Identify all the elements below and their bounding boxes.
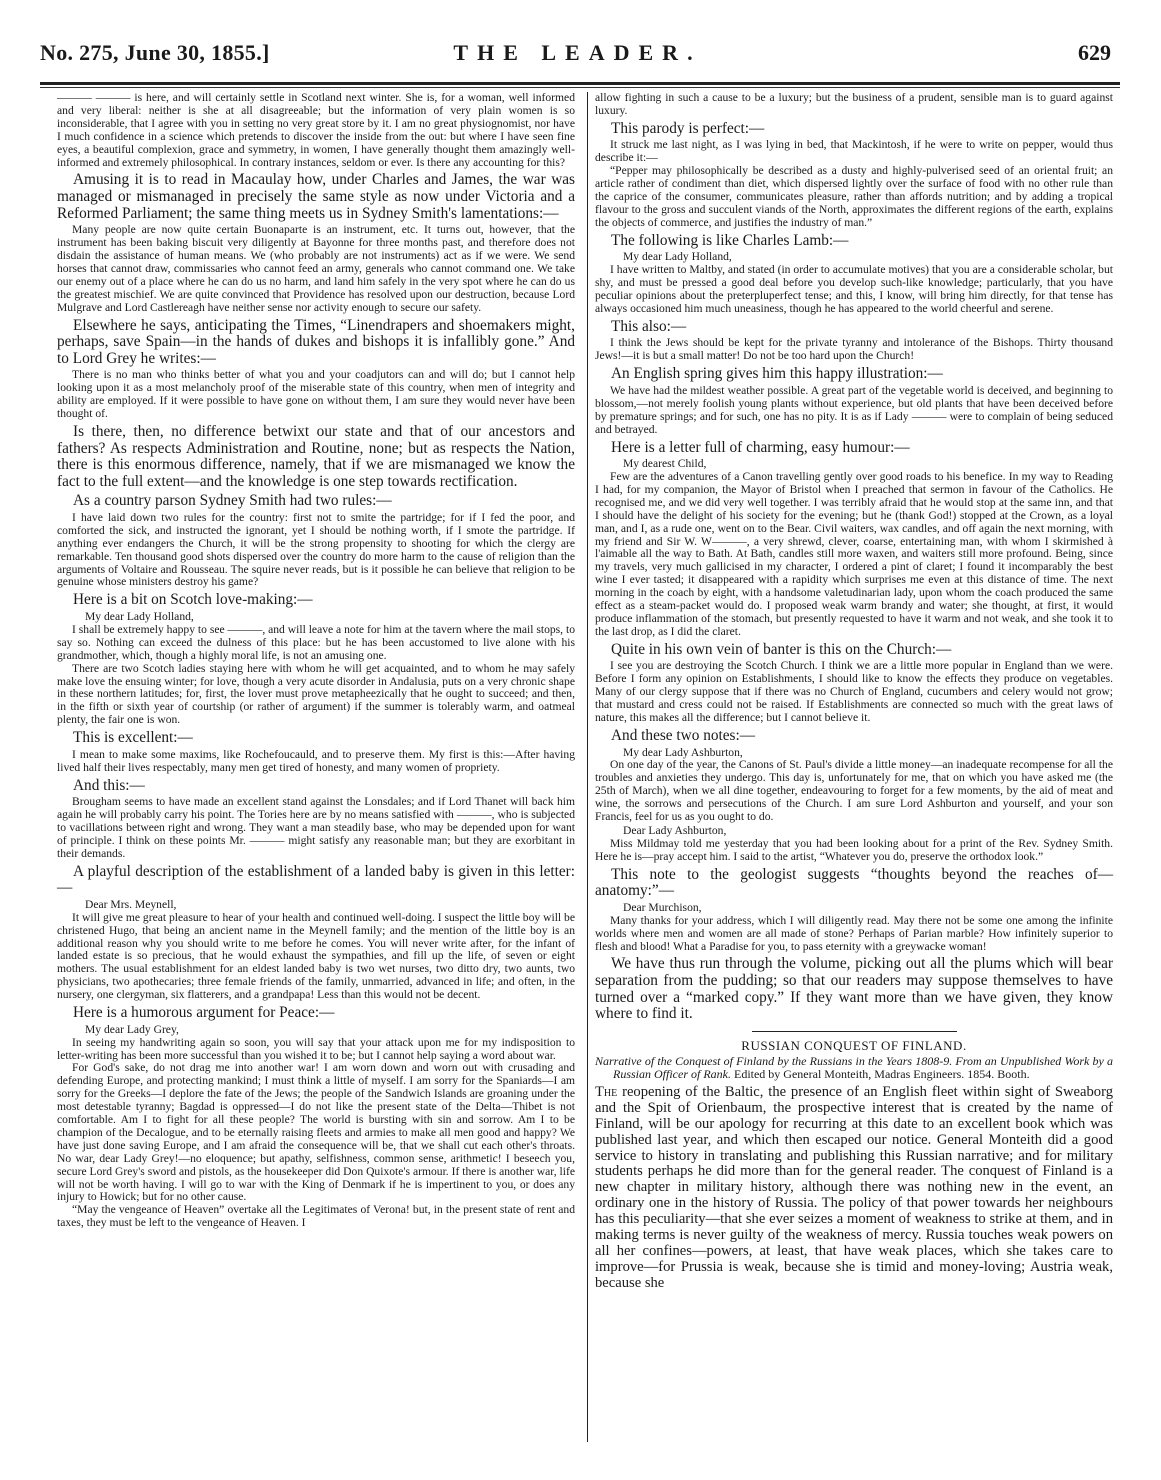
section-divider-rule [752, 1031, 957, 1032]
letter-salutation: My dear Lady Holland, [623, 250, 732, 264]
review-body [595, 1085, 1113, 1292]
newspaper-title: THE LEADER. [453, 40, 702, 65]
letter-salutation: My dear Lady Grey, [85, 1022, 179, 1036]
quoted-paragraph: Brougham seems to have made an excellent stand against the Lonsdales; and if Lord Thanet will back him again he will probably carry his point. The Tories here are by no means satisfied with ———, who is subjected to vacillations between right and wrong. They want a man steadily base, who may be depended upon for want of principle. I think on these points Mr. ——— might satisfy any reasonable man; but they are exorbitant in their demands. [57, 795, 575, 860]
editorial-paragraph: This note to the geologist suggests “thoughts beyond the reaches of—anatomy:”— [595, 865, 1113, 900]
letter-salutation: My dearest Child, [623, 457, 707, 471]
quoted-paragraph: allow fighting in such a cause to be a luxury; but the business of a prudent, sensible man is to guard against luxury. [595, 91, 1113, 117]
page-number: 629 [1078, 40, 1111, 65]
editorial-paragraph: Here is a bit on Scotch love-making:— [73, 591, 313, 609]
masthead-rule [40, 82, 1120, 85]
quoted-paragraph: I have written to Maltby, and stated (in order to accumulate motives) that you are a considerable scholar, but shy, and must be pressed a good deal before you develop such-like knowledge; particularly, that you have peculiar opinions about the preterpluperfect tense; and this, I know, will bring him directly, for that tense has always occasioned him much uneasiness, though he has appeared to the world cheerful and serene. [595, 263, 1113, 315]
quoted-paragraph: It will give me great pleasure to hear of your health and continued well-doing. I suspect the little boy will be christened Hugo, that being an ancient name in the Meynell family; and the mention of the little boy is an additional reason why you should write to me before he comes. You will never write after, for the infant of landed estate is so precious, that he would exhaust the sympathies, and fill up the life, of seven or eight mothers. The usual establishment for an eldest landed baby is two wet nurses, two ditto dry, two aunts, two physicians, two apothecaries; three female friends of the family, unmarried, advanced in life; and often, in the nursery, one clergyman, six flatterers, and a grandpapa! Less than this would not be decent. [57, 910, 575, 1002]
letter-salutation: My dear Lady Holland, [85, 609, 194, 623]
book-title: Narrative of the Conquest of Finland by the Russians in the Years 1808-9. From an Unpublished Work by a Russian Officer of Rank. [595, 1053, 1113, 1082]
masthead-rule-thin [40, 87, 1120, 88]
book-publisher: Booth. [997, 1067, 1030, 1082]
editorial-paragraph: Here is a humorous argument for Peace:— [73, 1004, 335, 1022]
quoted-paragraph: I mean to make some maxims, like Rochefoucauld, and to preserve them. My first is this:—After having lived half their lives respectably, many men get tired of honesty, and many women of propriety. [57, 747, 575, 774]
editorial-paragraph: As a country parson Sydney Smith had two rules:— [73, 492, 392, 510]
editorial-paragraph: We have thus run through the volume, picking out all the plums which will bear separation from the pudding; so that our readers may suppose themselves to have turned over a “marked copy.” If they want more than we have given, they know where to find it. [595, 955, 1113, 1023]
quoted-paragraph: It struck me last night, as I was lying in bed, that Mackintosh, if he were to write on pepper, would thus describe it:— [595, 138, 1113, 165]
editorial-paragraph: Quite in his own vein of banter is this on the Church:— [611, 640, 952, 658]
editorial-paragraph: An English spring gives him this happy illustration:— [611, 365, 943, 383]
quoted-paragraph: There is no man who thinks better of what you and your coadjutors can and will do; but I cannot help looking upon it as a most melancholy proof of the miserable state of this country, when men of integrity and ability are employed. If it were possible to have gone on without them, I am sure they would never have been thought of. [57, 368, 575, 421]
editorial-paragraph: Here is a letter full of charming, easy humour:— [611, 438, 910, 456]
quoted-paragraph: In seeing my handwriting again so soon, you will say that your attack upon me for my indisposition to letter-writing has been more successful than you wished it to be; but I cannot help saying a word about war. [57, 1035, 575, 1062]
editorial-paragraph: A playful description of the establishment of a landed baby is given in this letter:— [57, 862, 575, 897]
editorial-paragraph: The following is like Charles Lamb:— [611, 231, 849, 249]
masthead [40, 40, 1115, 70]
letter-salutation: Dear Mrs. Meynell, [85, 897, 177, 911]
book-editor: Edited by General Monteith, Madras Engineers. 1854. [733, 1067, 995, 1082]
editorial-paragraph: This also:— [611, 317, 687, 335]
editorial-paragraph: And these two notes:— [611, 726, 756, 744]
quoted-paragraph: “Pepper may philosophically be described as a dusty and highly-pulverised seed of an oriental fruit; an article rather of condiment than diet, which dispersed lightly over the surface of food with no other rule than the caprice of the consumer, communicates pleasure, rather than affords nutrition; and by adding a tropical flavour to the gross and succulent viands of the North, approximates the different regions of the earth, explains the objects of commerce, and justifies the industry of man.” [595, 164, 1113, 229]
quoted-paragraph: Few are the adventures of a Canon travelling gently over good roads to his benefice. In my way to Reading I had, for my companion, the Mayor of Bristol when I preached that sermon in favour of the Catholics. He recognised me, and we did very well together. I was terribly afraid that he would stop at the same inn, and that I should have the delight of his society for the evening; but he (thank God!) stopped at the Crown, as a loyal man, and I, as a rude one, went on to the Bear. Civil waiters, wax candles, and off again the next morning, with my friend and Sir W. W———, a very shrewd, clever, coarse, entertaining man, with whom I skirmished à l'aimable all the way to Bath. At Bath, candles still more waxen, and waiters still more profound. Being, since my travels, very much gallicised in my character, I ordered a pint of claret; I found it incomparably the best wine I ever tasted; it disappeared with a rapidity which surprises me even at this distance of time. The next morning in the coach by eight, with a handsome valetudinarian lady, upon whom the coach produced the same effect as a steam-packet would do. I proposed weak warm brandy and water; she thought, at first, it would produce inflammation of the stomach, but presently requested to have it warm and not weak, and she took it to the last drop, as I did the claret. [595, 470, 1113, 638]
review-text: reopening of the Baltic, the presence of an English fleet within sight of Sweaborg and the Spit of Orienbaum, the prospective interest that is created by the name of Finland, will be our apology for recurring at this date to an excellent book which was published last year, and which then escaped our notice. General Monteith did a good service to history in translating and publishing this Russian narrative; and for military students perhaps he did more than for the general reader. The conquest of Finland is a new chapter in military history, although there was nothing new in the event, an ordinary one in the history of Russia. The policy of that power towards her neighbours has this peculiarity—that she ever seizes a moment of weakness to strike at them, and in making terms is never guilty of the weakness of mercy. Russia touches weak powers on all her confines—powers, at least, that have weak places, which she takes care to improve—for Prussia is weak, because she is timid and money-loving; Austria weak, because she [595, 1083, 1113, 1291]
right-column [595, 92, 1113, 1292]
quoted-paragraph: We have had the mildest weather possible. A great part of the vegetable world is deceived, and beginning to blossom,—not merely foolish young plants without experience, but old plants that have been deceived before by premature springs; and for such, one has no pity. It is as if Lady ——— were to complain of being seduced and betrayed. [595, 383, 1113, 436]
quoted-paragraph: “May the vengeance of Heaven” overtake all the Legitimates of Verona! but, in the present state of rent and taxes, they must be left to the vengeance of Heaven. I [57, 1203, 575, 1230]
quoted-paragraph: Many people are now quite certain Buonaparte is an instrument, etc. It turns out, however, that the instrument has been baking biscuit very diligently at Bayonne for three months past, and therefore does not disdain the assistance of human means. We (who probably are not instruments) act as if we were. We send horses that cannot draw, commissaries who cannot feed an army, generals who cannot command one. We take our enemy out of a place where he can do us no harm, and land him safely in the very spot where he can do us the greatest mischief. We are quite convinced that Providence has resolved upon our destruction, because Lord Mulgrave and Lord Castlereagh have neither sense nor activity enough to secure our safety. [57, 223, 575, 314]
quoted-paragraph: There are two Scotch ladies staying here with whom he will get acquainted, and to whom he may safely make love the ensuing winter; for love, though a very acute disorder in Andalusia, puts on a very chronic shape in these northern latitudes; for, first, the lover must prove metapheezically that he ought to succeed; and then, in the fifth or sixth year of courtship (or rather of argument) if the summer is tolerably warm, and oatmeal plenty, the fair one is won. [57, 661, 575, 727]
issue-date: No. 275, June 30, 1855.] [40, 40, 270, 65]
review-drop-word: The [595, 1083, 618, 1100]
editorial-paragraph: This parody is perfect:— [611, 119, 765, 137]
quoted-paragraph: I have laid down two rules for the country: first not to smite the partridge; for if I fed the poor, and comforted the sick, and instructed the ignorant, yet I should be nothing worth, if I smote the partridge. If anything ever endangers the Church, it will be the strong propensity to shooting for which the clergy are remarkable. Ten thousand good shots dispersed over the country do more harm to the cause of religion than the arguments of Voltaire and Rousseau. The squire never reads, but is it possible he can believe that religion to be genuine whose ministers destroy his game? [57, 510, 575, 589]
section-title: RUSSIAN CONQUEST OF FINLAND. [741, 1037, 967, 1053]
quoted-paragraph: On one day of the year, the Canons of St. Paul's divide a little money—an inadequate recompense for all the troubles and anxieties they undergo. This day is, unfortunately for me, that on which you have asked me (the 25th of March), when we all dine together, endeavouring to forget for a few moments, by the aid of meat and wine, the sorrows and persecutions of the Church. I am sure Lord Ashburton and yourself, and your son Francis, feel for us as you ought to do. [595, 758, 1113, 824]
quoted-paragraph: Many thanks for your address, which I will diligently read. May there not be some one among the infinite worlds where men and women are all made of stone? Perhaps of Parian marble? How infinitely superior to flesh and blood! What a Paradise for you, to pass eternity with a greywacke woman! [595, 913, 1113, 953]
quoted-paragraph: ——— ——— is here, and will certainly settle in Scotland next winter. She is, for a woman, well informed and very liberal: neither is she at all disagreeable; but the information of very plain women is so inconsiderable, that I agree with you in setting no very great store by it. I am no great physiognomist, nor have I much confidence in a science which pretends to discover the inside from the out: but where I have seen fine eyes, a beautiful complexion, grace and symmetry, in women, I have generally thought them amazingly well-informed and extremely philosophical. In contrary instances, seldom or ever. Is there any accounting for this? [57, 91, 575, 169]
left-column [57, 92, 575, 1230]
column-divider [587, 92, 588, 1442]
letter-salutation: Dear Lady Ashburton, [623, 823, 727, 837]
quoted-paragraph: For God's sake, do not drag me into another war! I am worn down and worn out with crusading and defending Europe, and protecting mankind; I must think a little of myself. I am sorry for the Spaniards—I am sorry for the Greeks—I deplore the fate of the Jews; the people of the Sandwich Islands are groaning under the most detestable tyranny; Bagdad is oppressed—I do not like the present state of the Delta—Thibet is not comfortable. Am I to fight for all these people? The world is bursting with sin and sorrow. Am I to be champion of the Decalogue, and to be eternally raising fleets and armies to make all men good and happy? We have just done saving Europe, and I am afraid the consequence will be, that we shall cut each other's throats. No war, dear Lady Grey!—no eloquence; but apathy, selfishness, common sense, arithmetic! I beseech you, secure Lord Grey's sword and pistols, as the housekeeper did Don Quixote's armour. If there is another war, life will not be worth having. I will go to war with the King of Denmark if he is impertinent to you, or does any injury to Howick; but for no other cause. [57, 1061, 575, 1204]
book-citation [595, 1055, 1113, 1082]
quoted-paragraph: I shall be extremely happy to see ———, and will leave a note for him at the tavern where the mail stops, to say so. Nothing can exceed the dulness of this place: but he has been accustomed to live alone with his grandmother, which, though a highly moral life, is not an amusing one. [57, 622, 575, 662]
editorial-paragraph: Elsewhere he says, anticipating the Times, “Linendrapers and shoemakers might, perhaps, save Spain—in the hands of dukes and bishops it is infallibly gone.” And to Lord Grey he writes:— [57, 316, 575, 367]
quoted-paragraph: Miss Mildmay told me yesterday that you had been looking about for a print of the Rev. Sydney Smith. Here he is—pray accept him. I said to the artist, “Whatever you do, preserve the orthodox look.” [595, 836, 1113, 863]
right-column-paragraphs [595, 92, 1113, 1023]
editorial-paragraph: Amusing it is to read in Macaulay how, under Charles and James, the war was managed or mismanaged in precisely the same style as now under Victoria and a Reformed Parliament; the same thing meets us in Sydney Smith's lamentations:— [57, 171, 575, 222]
editorial-paragraph: Is there, then, no difference betwixt our state and that of our ancestors and fathers? As respects Administration and Routine, none; but as respects the Nation, there is this enormous difference, namely, that if we are mismanaged we know the fact to the full extent—and the knowledge is one step towards rectification. [57, 422, 575, 490]
letter-salutation: My dear Lady Ashburton, [623, 745, 743, 759]
letter-salutation: Dear Murchison, [623, 900, 702, 914]
editorial-paragraph: And this:— [73, 776, 145, 794]
editorial-paragraph: This is excellent:— [73, 729, 193, 747]
quoted-paragraph: I see you are destroying the Scotch Church. I think we are a little more popular in England than we were. Before I form any opinion on Establishments, I should like to know the effects they produce on vegetables. Many of our clergy suppose that if there was no Church of England, cucumbers and celery would not grow; that mustard and cress could not be raised. If Establishments are connected so much with the great laws of nature, this makes all the difference; but I cannot believe it. [595, 659, 1113, 724]
quoted-paragraph: I think the Jews should be kept for the private tyranny and intolerance of the Bishops. Thirty thousand Jews!—it is but a small matter! Do not be too hard upon the Church! [595, 336, 1113, 363]
